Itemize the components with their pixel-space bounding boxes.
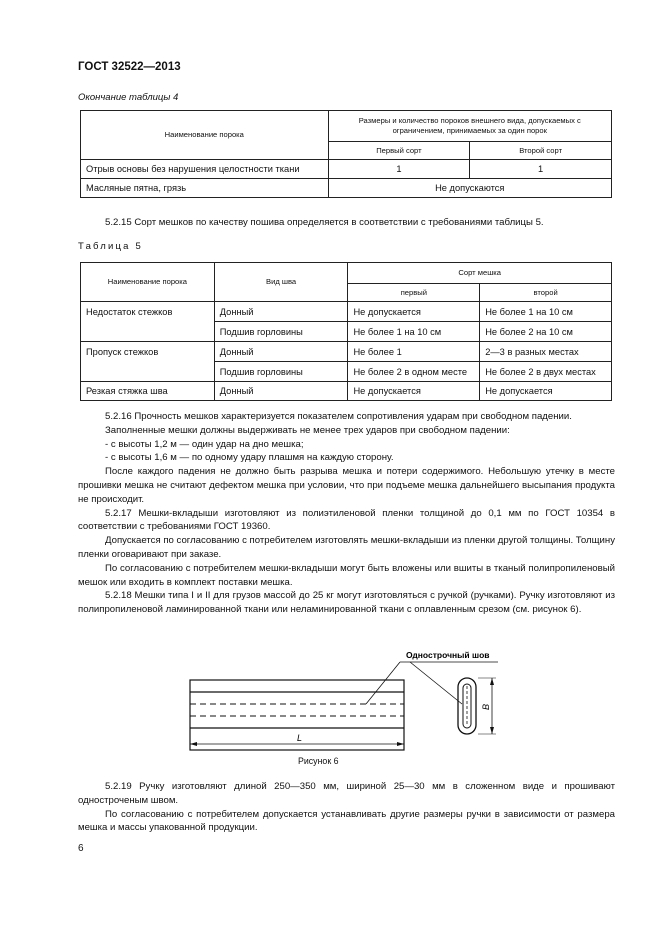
t5-col-defect: Наименование порока (81, 263, 215, 302)
para-film-thickness: Допускается по согласованию с потребителем изготовлять мешки-вкладыши из пленки другой толщины. Толщину пленки оговаривают при заказе. (78, 535, 615, 560)
t5-seam: Подшив горловины (214, 322, 348, 342)
t5-first: Не допускается (348, 382, 480, 401)
t5-seam: Донный (214, 302, 348, 322)
t5-second: Не более 1 на 10 см (480, 302, 612, 322)
leader-line-1 (366, 662, 400, 704)
arrow-right (397, 742, 404, 746)
para-5-2-18: 5.2.18 Мешки типа I и II для грузов массой до 25 кг могут изготовляться с ручкой (ручками). Ручку изготовляют из полипропиленовой ламинированной ткани или неламинированной ткани с оплавленным срезом (см. рисунок 6). (78, 590, 615, 616)
t5-col-seam: Вид шва (214, 263, 348, 302)
table-row (81, 179, 612, 198)
t5-defect: Резкая стяжка шва (81, 382, 215, 401)
t4-col-defect: Наименование порока (81, 111, 329, 160)
list-item: - с высоты 1,6 м — по одному удару плашмя на каждую сторону. (105, 452, 394, 464)
para-liner-sewn: По согласованию с потребителем мешки-вкладыши могут быть вложены или вшиты в тканый полипропиленовый мешок или входить в комплект поставки мешка. (78, 562, 615, 588)
width-label: B (481, 703, 491, 710)
figure-6-drawing (180, 644, 510, 754)
t5-col-grade: Сорт мешка (348, 263, 612, 284)
para-handle-sizes: По согласованию с потребителем допускается устанавливать другие размеры ручки в зависимости от размера мешка и массы упакованной продукции. (78, 808, 615, 834)
t4-col-first: Первый сорт (328, 142, 470, 160)
t5-first: Не допускается (348, 302, 480, 322)
t5-second: Не допускается (480, 382, 612, 401)
table-4 (80, 110, 612, 198)
t5-col-first: первый (348, 284, 480, 302)
page-number: 6 (78, 843, 84, 854)
t4-col-group: Размеры и количество пороков внешнего вида, допускаемых с ограничением, принимаемых за один порок (328, 111, 611, 142)
t5-first: Не более 1 на 10 см (348, 322, 480, 342)
t5-defect: Пропуск стежков (81, 342, 215, 382)
t5-seam: Донный (214, 382, 348, 401)
para-5-2-17: 5.2.17 Мешки-вкладыши изготовляют из полиэтиленовой пленки толщиной до 0,1 мм по ГОСТ 10354 в соответствии с требованиями ГОСТ 19360. (78, 507, 615, 533)
body-text-block-2 (78, 780, 615, 835)
t5-second: Не более 2 на 10 см (480, 322, 612, 342)
table-5 (80, 262, 612, 401)
t5-first: Не более 2 в одном месте (348, 362, 480, 382)
t4-cell-second: 1 (470, 160, 612, 179)
table-row (81, 342, 612, 362)
t5-second: 2—3 в разных местах (480, 342, 612, 362)
t4-col-second: Второй сорт (470, 142, 612, 160)
table-row (81, 382, 612, 401)
leader-line-2 (410, 662, 462, 704)
para-after-drop: После каждого падения не должно быть разрыва мешка и потери содержимого. Небольшую утечку в месте прошивки мешка не считают дефектом мешка при условии, что при подъеме мешка дальнейшего высыпания продукта не происходит. (78, 466, 615, 505)
t5-second: Не более 2 в двух местах (480, 362, 612, 382)
length-label: L (297, 733, 303, 743)
t4-cell-name: Масляные пятна, грязь (81, 179, 329, 198)
arrow-up (490, 678, 494, 685)
list-item: - с высоты 1,2 м — один удар на дно мешка; (105, 438, 304, 450)
para-5-2-19: 5.2.19 Ручку изготовляют длиной 250—350 мм, шириной 25—30 мм в сложенном виде и прошивают одностроченым швом. (78, 781, 615, 806)
para-drops: Заполненные мешки должны выдерживать не менее трех ударов при свободном падении: (105, 424, 510, 436)
t5-seam: Донный (214, 342, 348, 362)
figure-caption: Рисунок 6 (298, 756, 339, 766)
t4-cell-first: 1 (328, 160, 470, 179)
t5-col-second: второй (480, 284, 612, 302)
body-text-block (78, 410, 615, 617)
para-5-2-16: 5.2.16 Прочность мешков характеризуется показателем сопротивления ударам при свободном падении. (105, 411, 572, 422)
seam-label: Однострочный шов (406, 650, 490, 660)
table-row (81, 160, 612, 179)
arrow-down (490, 727, 494, 734)
para-5-2-15: 5.2.15 Сорт мешков по качеству пошива определяется в соответствии с требованиями таблицы 5. (105, 217, 544, 228)
t4-cell-name: Отрыв основы без нарушения целостности ткани (81, 160, 329, 179)
standard-header: ГОСТ 32522—2013 (78, 61, 181, 73)
table4-continuation: Окончание таблицы 4 (78, 92, 179, 103)
t5-seam: Подшив горловины (214, 362, 348, 382)
t5-first: Не более 1 (348, 342, 480, 362)
t4-cell-merged: Не допускаются (328, 179, 611, 198)
table5-label: Таблица 5 (78, 241, 143, 252)
arrow-left (190, 742, 197, 746)
t5-defect: Недостаток стежков (81, 302, 215, 342)
table-row (81, 302, 612, 322)
